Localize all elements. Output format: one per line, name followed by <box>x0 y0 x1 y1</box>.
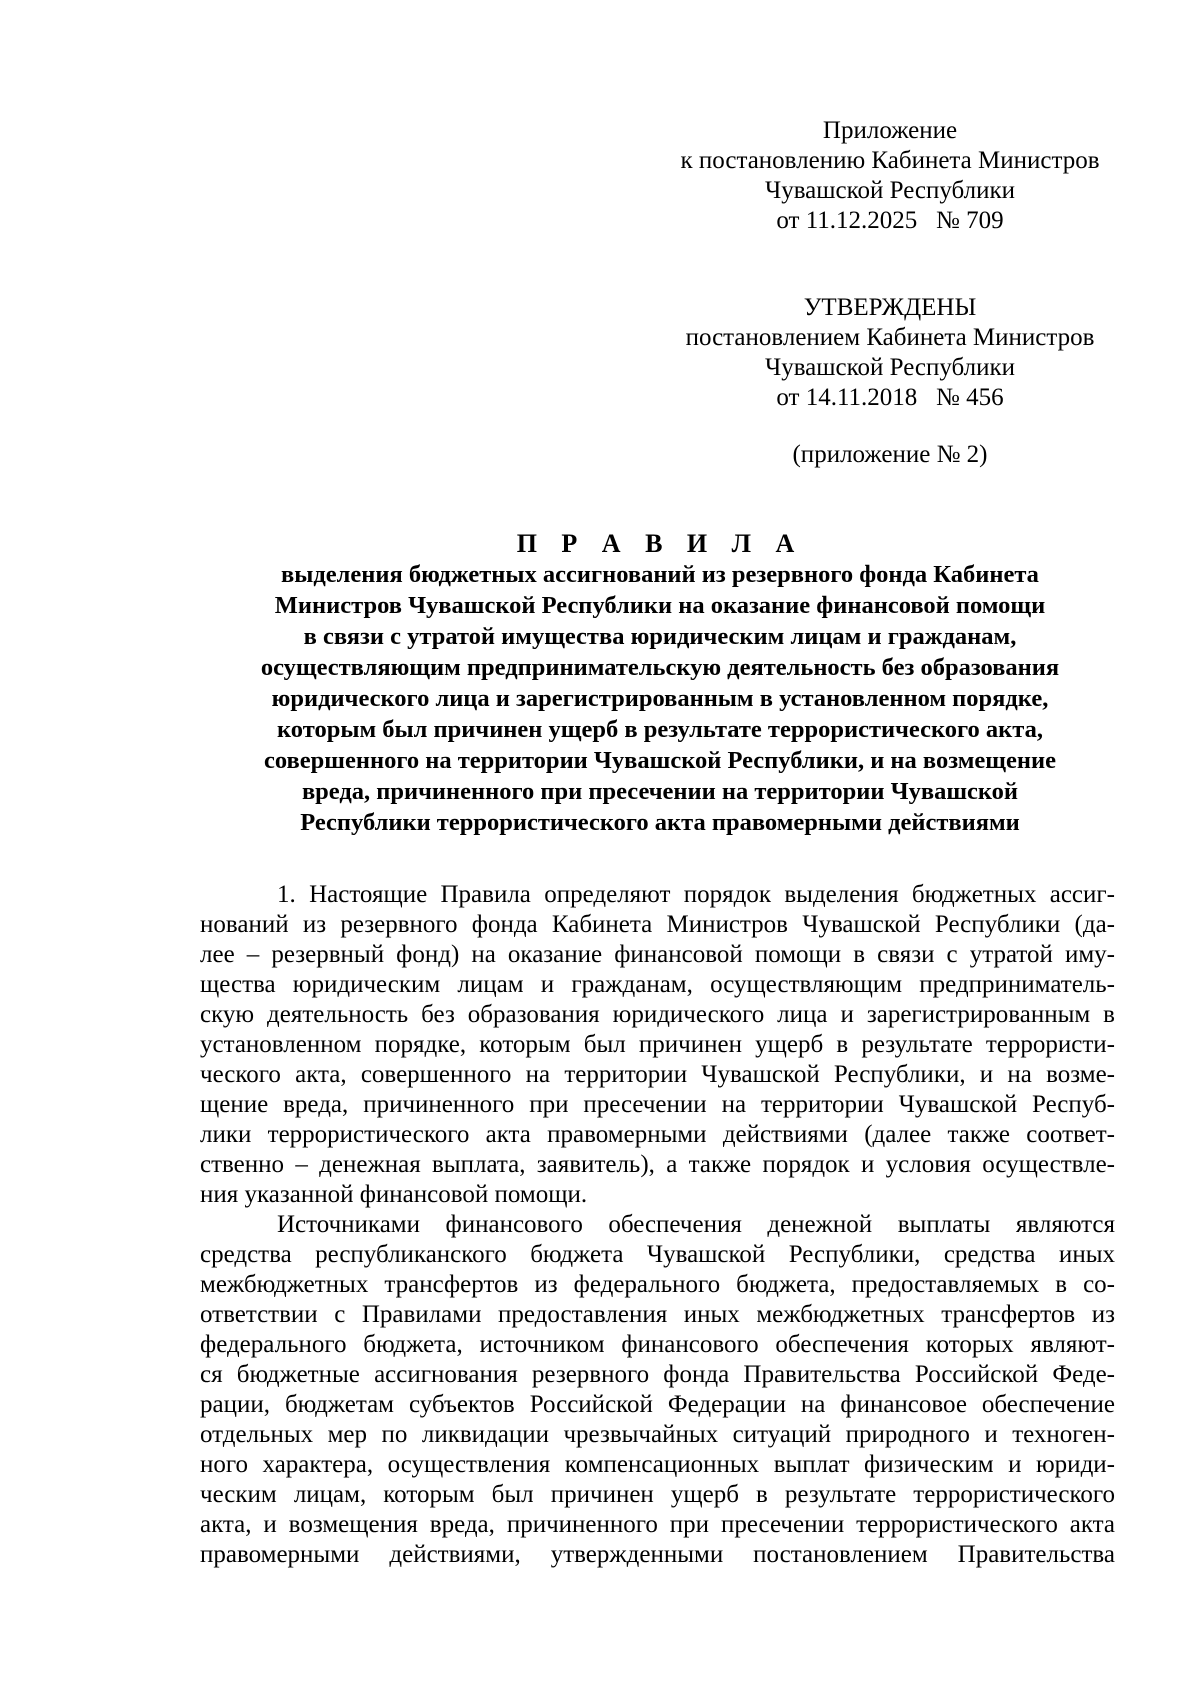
paragraph-line: ческим лицам, которым был причинен ущерб в результате террористического <box>200 1481 1115 1508</box>
subtitle-line: совершенного на территории Чувашской Республики, и на возмещение <box>264 747 1056 774</box>
paragraph-line: межбюджетных трансфертов из федерального бюджета, предоставляемых в со- <box>200 1271 1115 1298</box>
subtitle-line: Республики террористического акта правомерными действиями <box>300 809 1020 836</box>
appendix-date-number: от 11.12.2025 № 709 <box>776 207 1004 234</box>
paragraph-line: акта, и возмещения вреда, причиненного при пресечении террористического акта <box>200 1511 1115 1538</box>
paragraph-1 <box>200 880 1115 1210</box>
appendix-line: Приложение <box>822 117 958 144</box>
paragraph-line: ческого акта, совершенного на территории Чувашской Республики, и на возме- <box>200 1061 1115 1088</box>
paragraph-line: отдельных мер по ликвидации чрезвычайных ситуаций природного и техноген- <box>200 1421 1115 1448</box>
paragraph-line: федерального бюджета, источником финансового обеспечения которых являют- <box>200 1331 1115 1358</box>
document-title <box>150 528 1170 838</box>
paragraph-line: правомерными действиями, утвержденными постановлением Правительства <box>200 1541 1115 1568</box>
appendix-header <box>660 116 1120 236</box>
paragraph-line: лики террористического акта правомерными действиями (далее также соответ- <box>200 1121 1115 1148</box>
subtitle-line: выделения бюджетных ассигнований из резервного фонда Кабинета <box>281 561 1039 588</box>
paragraph-2 <box>200 1210 1115 1570</box>
paragraph-line: ственно – денежная выплата, заявитель), а также порядок и условия осуществле- <box>200 1151 1115 1178</box>
appendix-line: Чувашской Республики <box>764 177 1016 204</box>
title-subtitle <box>150 559 1170 838</box>
paragraph-line: щение вреда, причиненного при пресечении на территории Чувашской Респуб- <box>200 1091 1115 1118</box>
paragraph-line: нований из резервного фонда Кабинета Министров Чувашской Республики (да- <box>200 911 1115 938</box>
title-heading: П Р А В И Л А <box>516 529 804 558</box>
paragraph-line: 1. Настоящие Правила определяют порядок выделения бюджетных ассиг- <box>277 881 1115 908</box>
approved-date-number: от 14.11.2018 № 456 <box>776 384 1004 411</box>
paragraph-line: ния указанной финансовой помощи. <box>200 1181 588 1208</box>
paragraph-line: лее – резервный фонд) на оказание финансовой помощи в связи с утратой иму- <box>200 941 1115 968</box>
paragraph-line: Источниками финансового обеспечения денежной выплаты являются <box>277 1211 1115 1238</box>
paragraph-line: рации, бюджетам субъектов Российской Федерации на финансовое обеспечение <box>200 1391 1115 1418</box>
paragraph-line: ного характера, осуществления компенсационных выплат физическим и юриди- <box>200 1451 1115 1478</box>
paragraph-line: щества юридическим лицам и гражданам, осуществляющим предприниматель- <box>200 971 1115 998</box>
paragraph-line: ответствии с Правилами предоставления иных межбюджетных трансфертов из <box>200 1301 1115 1328</box>
subtitle-line: вреда, причиненного при пресечении на территории Чувашской <box>301 778 1019 805</box>
paragraph-line: скую деятельность без образования юридического лица и зарегистрированным в <box>200 1001 1115 1028</box>
subtitle-line: в связи с утратой имущества юридическим лицам и гражданам, <box>303 623 1017 650</box>
approved-line: постановлением Кабинета Министров <box>685 324 1095 351</box>
document-body <box>200 880 1115 1570</box>
subtitle-line: осуществляющим предпринимательскую деятельность без образования <box>260 654 1060 681</box>
approval-stamp-block <box>660 293 1120 413</box>
subtitle-line: Министров Чувашской Республики на оказание финансовой помощи <box>274 592 1046 619</box>
paragraph-line: ся бюджетные ассигнования резервного фонда Правительства Российской Феде- <box>200 1361 1115 1388</box>
subtitle-line: которым был причинен ущерб в результате террористического акта, <box>277 716 1043 743</box>
subtitle-line: юридического лица и зарегистрированным в установленном порядке, <box>271 685 1049 712</box>
appendix-line: к постановлению Кабинета Министров <box>680 147 1100 174</box>
approved-line: УТВЕРЖДЕНЫ <box>803 294 977 321</box>
annex-note-text: (приложение № 2) <box>792 441 988 468</box>
annex-note <box>660 440 1120 470</box>
approved-line: Чувашской Республики <box>764 354 1016 381</box>
paragraph-line: средства республиканского бюджета Чувашской Республики, средства иных <box>200 1241 1115 1268</box>
paragraph-line: установленном порядке, которым был причинен ущерб в результате террористи- <box>200 1031 1115 1058</box>
